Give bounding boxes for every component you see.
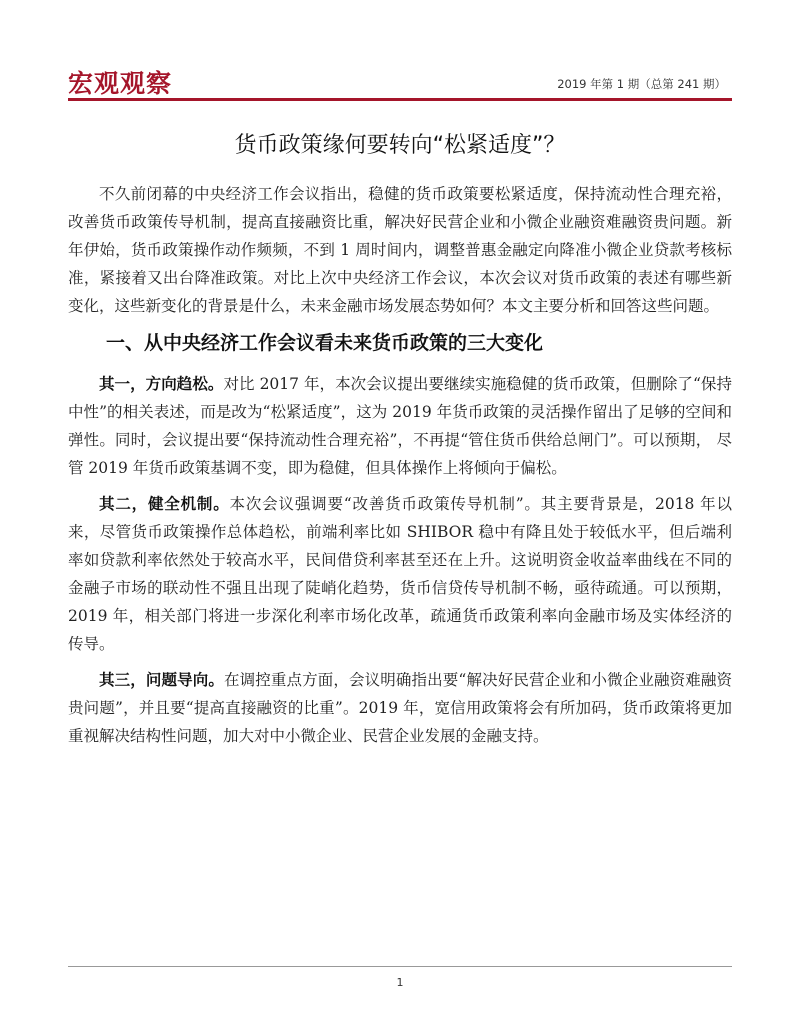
article-body <box>68 180 732 758</box>
page-number: 1 <box>396 976 404 989</box>
point-text-2: 本次会议强调要“改善货币政策传导机制”。其主要背景是，2018 年以来，尽管货币政策操作总体趋松，前端利率比如 SHIBOR 稳中有降且处于较低水平，但后端利率如贷款利率依然处于较高水平，民间借贷利率甚至还在上升。这说明资金收益率曲线在不同的金融子市场的联动性不强且出现了陡峭化趋势，货币信贷传导机制不畅，亟待疏通。可以预期，2019 年，相关部门将进一步深化利率市场化改革，疏通货币政策利率向金融市场及实体经济的传导。 <box>68 495 732 653</box>
header-divider <box>68 98 732 101</box>
publication-brand: 宏观观察 <box>68 69 173 98</box>
article-title: 货币政策缘何要转向“松紧适度”？ <box>234 133 566 158</box>
issue-number: 2019 年第 1 期（总第 241 期） <box>557 77 726 91</box>
section-heading: 一、从中央经济工作会议看未来货币政策的三大变化 <box>106 332 544 354</box>
intro-paragraph: 不久前闭幕的中央经济工作会议指出，稳健的货币政策要松紧适度，保持流动性合理充裕，改善货币政策传导机制，提高直接融资比重，解决好民营企业和小微企业融资难融资贵问题。新年伊始，货币政策操作动作频频，不到 1 周时间内，调整普惠金融定向降准小微企业贷款考核标准，紧接着又出台降准政策。对比上次中央经济工作会议，本次会议对货币政策的表述有哪些新变化，这些新变化的背景是什么，未来金融市场发展态势如何？本文主要分析和回答这些问题。 <box>68 185 732 315</box>
point-lead-3: 其三，问题导向。 <box>99 671 225 689</box>
point-paragraph-3 <box>68 666 732 750</box>
point-paragraph-2 <box>68 490 732 658</box>
point-lead-1: 其一，方向趋松。 <box>99 375 224 393</box>
point-paragraph-1 <box>68 370 732 482</box>
point-text-3: 在调控重点方面，会议明确指出要“解决好民营企业和小微企业融资难融资贵问题”，并且要“提高直接融资的比重”。2019 年，宽信用政策将会有所加码，货币政策将更加重视解决结构性问题，加大对中小微企业、民营企业发展的金融支持。 <box>68 671 732 745</box>
page-header <box>68 62 732 102</box>
point-text-1: 对比 2017 年，本次会议提出要继续实施稳健的货币政策，但删除了“保持中性”的相关表述，而是改为“松紧适度”，这为 2019 年货币政策的灵活操作留出了足够的空间和弹性。同时，会议提出要“保持流动性合理充裕”，不再提“管住货币供给总闸门”。可以预期， 尽管 2019 年货币政策基调不变，即为稳健，但具体操作上将倾向于偏松。 <box>68 375 732 477</box>
point-lead-2: 其二，健全机制。 <box>99 495 230 513</box>
footer-divider <box>68 966 732 967</box>
